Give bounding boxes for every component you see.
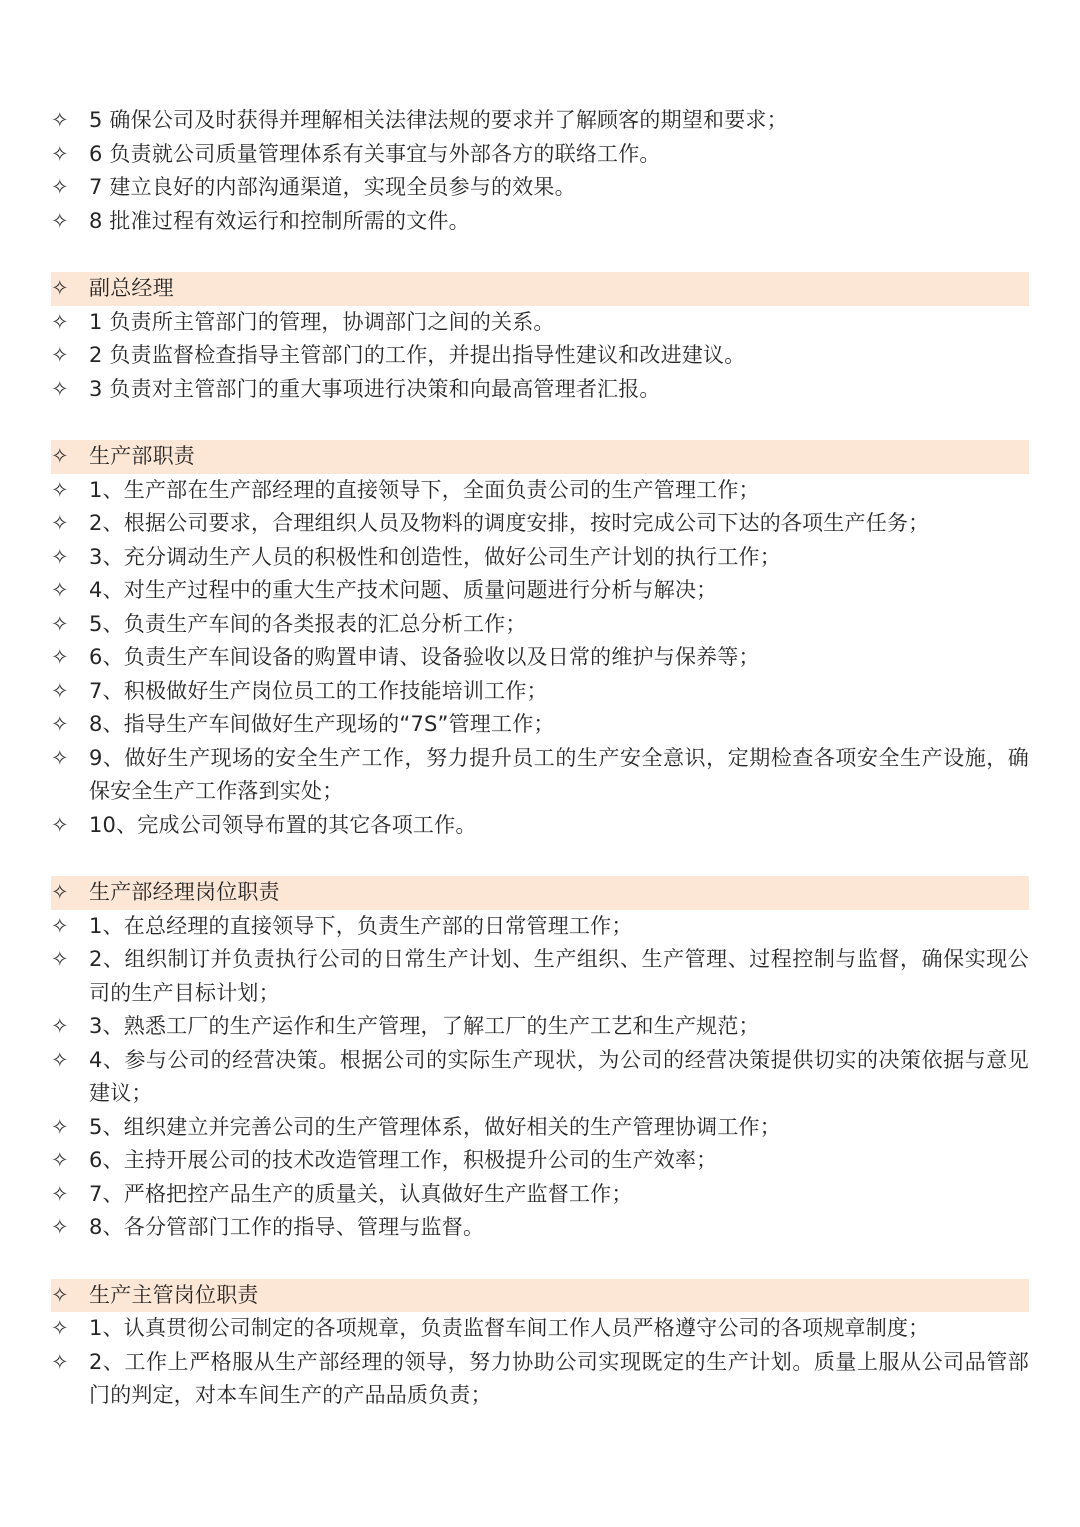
diamond-bullet-icon: ✧ [51,544,69,569]
list-item [51,205,1029,239]
section-heading [51,876,1029,910]
list-item [51,1044,1029,1111]
list-item [51,1211,1029,1245]
list-item-text: 6、主持开展公司的技术改造管理工作，积极提升公司的生产效率； [89,1148,718,1172]
list-item [51,641,1029,675]
diamond-bullet-icon: ✧ [51,1114,69,1139]
list-item-text: 2 负责监督检查指导主管部门的工作，并提出指导性建议和改进建议。 [89,343,746,367]
diamond-bullet-icon: ✧ [51,1349,69,1374]
list-item [51,1346,1029,1413]
list-item [51,138,1029,172]
list-item-text: 8、指导生产车间做好生产现场的“7S”管理工作； [89,712,555,736]
diamond-bullet-icon: ✧ [51,376,69,401]
diamond-bullet-icon: ✧ [51,1148,69,1172]
diamond-bullet-icon: ✧ [51,645,69,669]
list-item-text: 1 负责所主管部门的管理，协调部门之间的关系。 [89,309,555,334]
section-heading-text: 生产主管岗位职责 [89,1282,259,1307]
section-heading-text: 副总经理 [89,276,174,300]
section-deputy-general-manager [51,272,1029,406]
diamond-bullet-icon: ✧ [51,175,69,199]
list-item-text: 8 批准过程有效运行和控制所需的文件。 [89,208,470,233]
list-item [51,104,1029,138]
list-item [51,171,1029,205]
diamond-bullet-icon: ✧ [51,1316,69,1340]
list-item [51,910,1029,944]
section-heading [51,440,1029,474]
list-item-text: 5、组织建立并完善公司的生产管理体系，做好相关的生产管理协调工作； [89,1114,781,1139]
diamond-bullet-icon: ✧ [51,511,69,535]
list-item-text: 1、生产部在生产部经理的直接领导下，全面负责公司的生产管理工作； [89,477,760,502]
diamond-bullet-icon: ✧ [51,1047,69,1072]
section-heading [51,1279,1029,1313]
diamond-bullet-icon: ✧ [51,1282,69,1307]
section-production-manager-duties [51,876,1029,1245]
section-heading [51,272,1029,306]
section-heading-text: 生产部职责 [89,444,195,468]
diamond-bullet-icon: ✧ [51,880,69,904]
list-item [51,809,1029,843]
list-item-text: 5 确保公司及时获得并理解相关法律法规的要求并了解顾客的期望和要求； [89,108,788,132]
section-production-dept-duties [51,440,1029,842]
list-item-text: 5、负责生产车间的各类报表的汇总分析工作； [89,611,527,636]
list-item-text: 3 负责对主管部门的重大事项进行决策和向最高管理者汇报。 [89,376,661,401]
list-item-text: 6 负责就公司质量管理体系有关事宜与外部各方的联络工作。 [89,141,661,166]
list-item [51,541,1029,575]
list-item-text: 7、积极做好生产岗位员工的工作技能培训工作； [89,678,548,703]
list-item [51,507,1029,541]
list-item [51,306,1029,340]
section-production-supervisor-duties [51,1279,1029,1413]
list-item [51,708,1029,742]
diamond-bullet-icon: ✧ [51,678,69,703]
list-item-text: 7、严格把控产品生产的质量关，认真做好生产监督工作； [89,1181,633,1206]
list-item [51,574,1029,608]
list-item [51,742,1029,809]
list-item-text: 1、认真贯彻公司制定的各项规章，负责监督车间工作人员严格遵守公司的各项规章制度； [89,1316,930,1340]
diamond-bullet-icon: ✧ [51,343,69,367]
diamond-bullet-icon: ✧ [51,947,69,971]
diamond-bullet-icon: ✧ [51,1014,69,1038]
list-item-text: 8、各分管部门工作的指导、管理与监督。 [89,1215,485,1239]
list-item [51,675,1029,709]
list-item-text: 3、熟悉工厂的生产运作和生产管理，了解工厂的生产工艺和生产规范； [89,1014,760,1038]
list-item-text: 4、对生产过程中的重大生产技术问题、质量问题进行分析与解决； [89,578,718,602]
diamond-bullet-icon: ✧ [51,276,69,300]
list-item-text: 9、做好生产现场的安全生产工作，努力提升员工的生产安全意识，定期检查各项安全生产设施，确保安全生产工作落到实处； [89,745,1029,803]
list-item [51,1010,1029,1044]
diamond-bullet-icon: ✧ [51,745,69,770]
diamond-bullet-icon: ✧ [51,812,69,837]
list-item [51,474,1029,508]
diamond-bullet-icon: ✧ [51,712,69,736]
diamond-bullet-icon: ✧ [51,477,69,502]
list-item [51,1178,1029,1212]
list-item [51,1144,1029,1178]
list-item [51,373,1029,407]
list-item-text: 2、根据公司要求，合理组织人员及物料的调度安排，按时完成公司下达的各项生产任务； [89,511,930,535]
list-item [51,1111,1029,1145]
list-item-text: 1、在总经理的直接领导下，负责生产部的日常管理工作； [89,913,633,938]
list-item-text: 7 建立良好的内部沟通渠道，实现全员参与的效果。 [89,175,576,199]
list-item-text: 10、完成公司领导布置的其它各项工作。 [89,812,477,837]
diamond-bullet-icon: ✧ [51,208,69,233]
list-item [51,943,1029,1010]
list-item [51,608,1029,642]
list-item-text: 2、工作上严格服从生产部经理的领导，努力协助公司实现既定的生产计划。质量上服从公司品管部门的判定，对本车间生产的产品品质负责； [89,1349,1029,1407]
list-item [51,339,1029,373]
intro-list [51,104,1029,238]
diamond-bullet-icon: ✧ [51,141,69,166]
list-item-text: 4、参与公司的经营决策。根据公司的实际生产现状，为公司的经营决策提供切实的决策依据与意见建议； [89,1047,1029,1105]
list-item-text: 3、充分调动生产人员的积极性和创造性，做好公司生产计划的执行工作； [89,544,781,569]
document-page [51,104,1029,1413]
diamond-bullet-icon: ✧ [51,913,69,938]
list-item [51,1312,1029,1346]
list-item-text: 6、负责生产车间设备的购置申请、设备验收以及日常的维护与保养等； [89,645,760,669]
diamond-bullet-icon: ✧ [51,309,69,334]
list-item-text: 2、组织制订并负责执行公司的日常生产计划、生产组织、生产管理、过程控制与监督，确保实现公司的生产目标计划； [89,947,1029,1005]
diamond-bullet-icon: ✧ [51,1181,69,1206]
diamond-bullet-icon: ✧ [51,1215,69,1239]
diamond-bullet-icon: ✧ [51,444,69,468]
diamond-bullet-icon: ✧ [51,611,69,636]
diamond-bullet-icon: ✧ [51,578,69,602]
section-heading-text: 生产部经理岗位职责 [89,880,280,904]
diamond-bullet-icon: ✧ [51,108,69,132]
